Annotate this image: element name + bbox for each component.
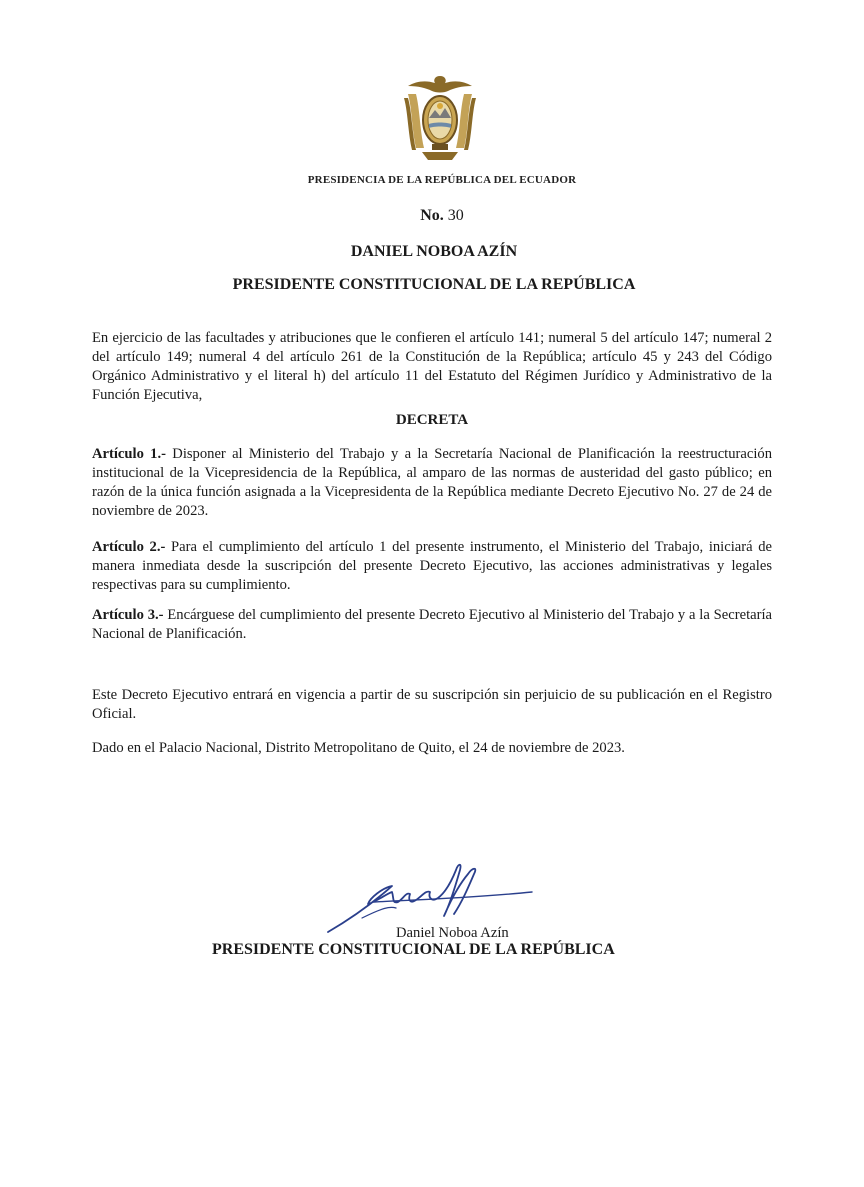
article-3-label: Artículo 3.-: [92, 607, 164, 623]
decree-number: [0, 207, 864, 225]
article-1-label: Artículo 1.-: [92, 446, 166, 462]
article-1-text: Disponer al Ministerio del Trabajo y a la Secretaría Nacional de Planificación la reestructuración institucional de la Vicepresidencia de la República, al amparo de las normas de austeridad del gasto público; en razón de la única función asignada a la Vicepresidenta de la República mediante Decreto Ejecutivo No. 27 de 24 de noviembre de 2023.: [92, 446, 772, 519]
office-heading: PRESIDENCIA DE LA REPÚBLICA DEL ECUADOR: [307, 174, 577, 186]
coat-of-arms-icon: [402, 72, 478, 164]
dado-paragraph: Dado en el Palacio Nacional, Distrito Metropolitano de Quito, el 24 de noviembre de 2023.: [92, 740, 625, 756]
article-2-text: Para el cumplimiento del artículo 1 del presente instrumento, el Ministerio del Trabajo, iniciará de manera inmediata desde la suscripción del presente Decreto Ejecutivo, las acciones administrativas y legales respectivas para su cumplimiento.: [92, 539, 772, 593]
article-1: [92, 445, 772, 521]
president-title-heading: PRESIDENTE CONSTITUCIONAL DE LA REPÚBLICA: [232, 276, 636, 293]
article-2-label: Artículo 2.-: [92, 539, 166, 555]
signer-name: Daniel Noboa Azín: [396, 925, 509, 941]
decree-number-value: 30: [447, 207, 464, 224]
president-name-heading: DANIEL NOBOA AZÍN: [350, 243, 518, 260]
preamble-paragraph: En ejercicio de las facultades y atribuciones que le confieren el artículo 141; numeral 5 del artículo 147; numeral 2 del artículo 149; numeral 4 del artículo 261 de la Constitución de la República; artículo 45 y 243 del Código Orgánico Administrativo y el literal h) del artículo 11 del Estatuto del Régimen Jurídico y Administrativo de la Función Ejecutiva,: [92, 330, 772, 403]
article-3-text: Encárguese del cumplimiento del presente Decreto Ejecutivo al Ministerio del Trabajo y a la Secretaría Nacional de Planificación.: [92, 607, 772, 642]
article-2: [92, 538, 772, 595]
article-3: [92, 606, 772, 644]
vigencia-paragraph: Este Decreto Ejecutivo entrará en vigencia a partir de su suscripción sin perjuicio de su publicación en el Registro Oficial.: [92, 687, 772, 722]
decreta-heading: DECRETA: [395, 412, 469, 428]
decree-number-label: No.: [420, 207, 444, 224]
signer-title: PRESIDENTE CONSTITUCIONAL DE LA REPÚBLICA: [212, 941, 615, 958]
